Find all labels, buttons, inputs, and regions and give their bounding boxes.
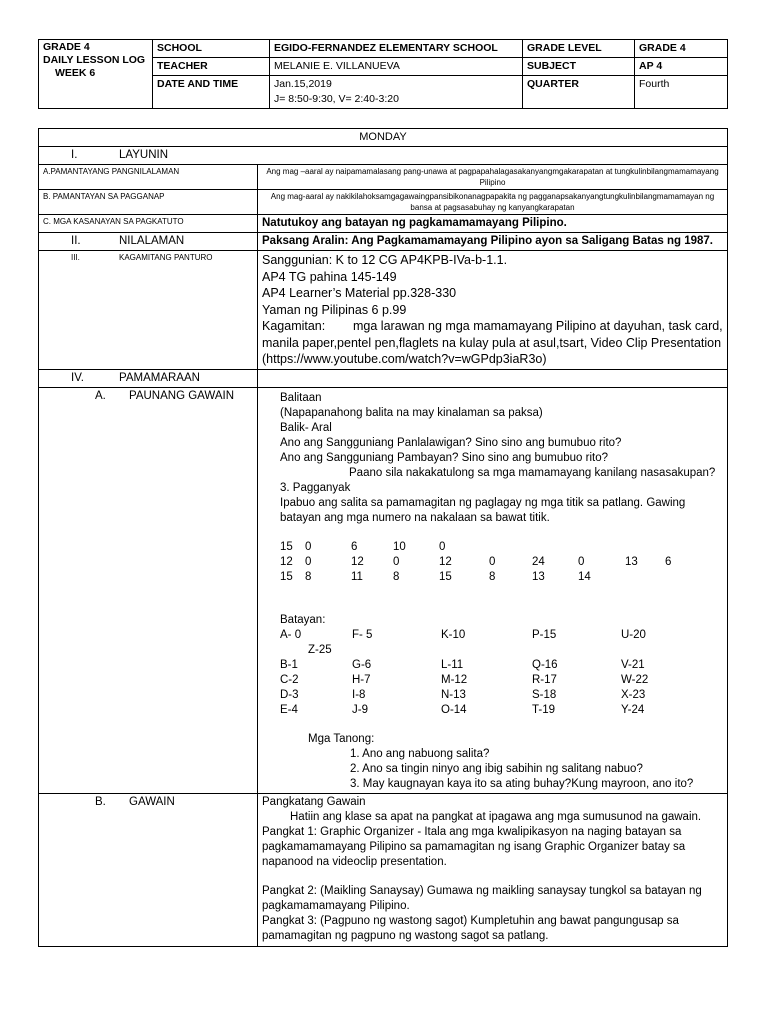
- mga-tanong-label: Mga Tanong:: [308, 732, 375, 745]
- number-cell: 10: [393, 540, 406, 553]
- subject-label: SUBJECT: [523, 58, 635, 76]
- teacher-value: MELANIE E. VILLANUEVA: [270, 58, 523, 76]
- kagamitan-label-cell: [39, 251, 258, 370]
- number-cell: 8: [305, 570, 312, 583]
- paunang-label-cell: [39, 387, 258, 793]
- key-cell: H-7: [352, 673, 371, 686]
- kagamitan-label: KAGAMITANG PANTURO: [119, 253, 213, 262]
- key-cell: T-19: [532, 703, 556, 716]
- number-cell: 8: [489, 570, 496, 583]
- number-cell: 14: [578, 570, 591, 583]
- layunin-label: LAYUNIN: [119, 149, 168, 161]
- kagamitan-content: [258, 251, 728, 370]
- tg-line: AP4 TG pahina 145-149: [262, 269, 397, 284]
- quarter-value: Fourth: [635, 76, 728, 109]
- gawain-content: [258, 793, 728, 946]
- key-cell: Y-24: [621, 703, 645, 716]
- key-cell: N-13: [441, 688, 466, 701]
- key-cell: C-2: [280, 673, 299, 686]
- number-cell: 0: [305, 540, 312, 553]
- layunin-row: [39, 147, 728, 165]
- question-1: Ano ang Sangguniang Panlalawigan? Sino sino ang bumubuo rito?: [280, 436, 622, 449]
- pamantayang-pangnilalaman-label: A.PAMANTAYANG PANGNILALAMAN: [39, 165, 258, 190]
- gawain-intro: Hatiin ang klase sa apat na pangkat at ipagawa ang mga sumusunod na gawain.: [290, 810, 702, 823]
- time-value: J= 8:50-9:30, V= 2:40-3:20: [274, 93, 399, 105]
- key-cell: J-9: [352, 703, 368, 716]
- daily-lesson-log-label: DAILY LESSON LOG: [43, 54, 146, 66]
- nilalaman-label-cell: [39, 233, 258, 251]
- key-cell: M-12: [441, 673, 468, 686]
- subject-value: AP 4: [635, 58, 728, 76]
- pangkatang-gawain-title: Pangkatang Gawain: [262, 795, 366, 808]
- date-time-value: [270, 76, 523, 109]
- number-cell: 6: [351, 540, 358, 553]
- key-cell: A- 0: [280, 628, 302, 641]
- pamantayang-pangnilalaman-text: Ang mag –aaral ay naipamamalasang pang-unawa at pagpapahalagasakanyangmgakarapatan at tungkulinbilangmamamayang Pilipino: [258, 165, 728, 190]
- number-cell: 0: [439, 540, 446, 553]
- header-table: [38, 39, 728, 109]
- key-cell: K-10: [441, 628, 466, 641]
- number-cell: 11: [351, 570, 363, 583]
- key-cell: I-8: [352, 688, 366, 701]
- pamamaraan-number: IV.: [71, 371, 85, 384]
- school-value: EGIDO-FERNANDEZ ELEMENTARY SCHOOL: [270, 40, 523, 58]
- number-cell: 15: [280, 570, 293, 583]
- number-cell: 0: [305, 555, 312, 568]
- key-cell: R-17: [532, 673, 557, 686]
- yaman-line: Yaman ng Pilipinas 6 p.99: [262, 302, 407, 317]
- number-row-1: [280, 540, 723, 555]
- key-cell: V-21: [621, 658, 645, 671]
- paunang-number: A.: [95, 389, 106, 402]
- key-row-4: [280, 688, 723, 703]
- lesson-table: [38, 128, 728, 947]
- nilalaman-text: Paksang Aralin: Ang Pagkamamamayang Pilipino ayon sa Saligang Batas ng 1987.: [258, 233, 728, 251]
- number-cell: 15: [439, 570, 452, 583]
- layunin-number: I.: [71, 149, 78, 161]
- key-cell: O-14: [441, 703, 467, 716]
- pagganyak-instructions: Ipabuo ang salita sa pamamagitan ng paglagay ng mga titik sa patlang. Gawing batayan ang mga numero na nakalaan sa bawat titik.: [280, 496, 686, 524]
- spacer: [280, 526, 723, 540]
- key-row-2: [280, 658, 723, 673]
- key-row-1: [280, 628, 723, 643]
- key-cell: E-4: [280, 703, 298, 716]
- grade-log-cell: [39, 40, 153, 109]
- key-cell: D-3: [280, 688, 299, 701]
- week-label: WEEK 6: [55, 67, 96, 79]
- number-cell: 6: [665, 555, 672, 568]
- spacer: [280, 599, 723, 613]
- key-cell: W-22: [621, 673, 649, 686]
- pamantayan-sa-pagganap-text: Ang mag-aaral ay nakikilahoksamgagawaingpansibikonanagpapakita ng pagganapsakanyangtungkulinbilangmamamayan ng bansa at pagsasabuhay ng kanyangkarapatan: [258, 190, 728, 215]
- grade-level-value: GRADE 4: [635, 40, 728, 58]
- number-cell: 0: [489, 555, 496, 568]
- nilalaman-label: NILALAMAN: [119, 235, 185, 247]
- tanong-2: 2. Ano sa tingin ninyo ang ibig sabihin ng salitang nabuo?: [350, 762, 643, 775]
- paunang-label: PAUNANG GAWAIN: [129, 389, 234, 402]
- pamantayan-sa-pagganap-label: B. PAMANTAYAN SA PAGGANAP: [39, 190, 258, 215]
- school-label: SCHOOL: [153, 40, 270, 58]
- number-cell: 12: [351, 555, 364, 568]
- gawain-label-cell: [39, 793, 258, 946]
- question-2: Ano ang Sangguniang Pambayan? Sino sino ang bumubuo rito?: [280, 451, 608, 464]
- key-cell: Z-25: [308, 643, 332, 656]
- date-time-label: DATE AND TIME: [153, 76, 270, 109]
- kagamitan-number: III.: [71, 253, 80, 262]
- pamamaraan-empty: [258, 369, 728, 387]
- key-cell: U-20: [621, 628, 646, 641]
- number-cell: 13: [625, 555, 638, 568]
- number-cell: 12: [439, 555, 452, 568]
- pamamaraan-label: PAMAMARAAN: [119, 371, 200, 384]
- balik-aral-line: Balik- Aral: [280, 421, 332, 434]
- spacer: [280, 718, 723, 732]
- spacer: [280, 585, 723, 599]
- number-cell: 15: [280, 540, 293, 553]
- batayan-label: Batayan:: [280, 613, 326, 626]
- key-cell: L-11: [441, 658, 464, 671]
- teacher-label: TEACHER: [153, 58, 270, 76]
- key-row-z: [280, 643, 723, 658]
- key-cell: G-6: [352, 658, 372, 671]
- lm-line: AP4 Learner’s Material pp.328-330: [262, 286, 457, 300]
- number-cell: 0: [393, 555, 400, 568]
- pangkat-1: Pangkat 1: Graphic Organizer - Itala ang mga kwalipikasyon na naging batayan sa pagkamamamayang Pilipino sa pamamagitan ng isang Graphic Organizer batay sa napanood na videoclip presentation.: [262, 825, 686, 868]
- key-cell: Q-16: [532, 658, 558, 671]
- kagamitan-line: Kagamitan: mga larawan ng mga mamamayang Pilipino at dayuhan, task card, manila paper,pentel pen,flaglets na kulay pula at asul,tsart, Video Clip Presentation (https://www.youtube.com/watch?v=wGPdp3iaR3o): [262, 319, 727, 366]
- number-row-2: [280, 555, 723, 570]
- grade-level-label: GRADE LEVEL: [523, 40, 635, 58]
- pangkat-3: Pangkat 3: (Pagpuno ng wastong sagot) Kumpletuhin ang bawat pangungusap sa pamamagitan ng pagpuno ng wastong sagot sa patlang.: [262, 914, 679, 942]
- paunang-content: [258, 387, 728, 793]
- pagganyak-line: 3. Pagganyak: [280, 481, 351, 494]
- pamamaraan-label-cell: [39, 369, 258, 387]
- spacer: [262, 870, 723, 884]
- number-cell: 8: [393, 570, 400, 583]
- tanong-3: 3. May kaugnayan kaya ito sa ating buhay?Kung mayroon, ano ito?: [350, 777, 694, 790]
- quarter-label: QUARTER: [523, 76, 635, 109]
- key-row-3: [280, 673, 723, 688]
- grade-label: GRADE 4: [43, 41, 90, 53]
- sanggunian-line: Sanggunian: K to 12 CG AP4KPB-IVa-b-1.1.: [262, 253, 508, 267]
- key-cell: S-18: [532, 688, 557, 701]
- key-cell: F- 5: [352, 628, 373, 641]
- balitaan-line: Balitaan: [280, 391, 322, 404]
- number-row-3: [280, 570, 723, 585]
- date-value: Jan.15,2019: [274, 78, 332, 90]
- pangkat-2: Pangkat 2: (Maikling Sanaysay) Gumawa ng maikling sanaysay tungkol sa batayan ng pagkamamamayang Pilipino.: [262, 884, 702, 912]
- key-cell: X-23: [621, 688, 646, 701]
- key-cell: P-15: [532, 628, 557, 641]
- number-cell: 0: [578, 555, 585, 568]
- number-cell: 13: [532, 570, 545, 583]
- question-3: Paano sila nakakatulong sa mga mamamayang kanilang nasasakupan?: [349, 466, 716, 479]
- key-row-5: [280, 703, 723, 718]
- nilalaman-number: II.: [71, 235, 81, 247]
- kasanayan-text: Natutukoy ang batayan ng pagkamamamayang Pilipino.: [258, 215, 728, 233]
- kasanayan-label: C. MGA KASANAYAN SA PAGKATUTO: [39, 215, 258, 233]
- number-cell: 12: [280, 555, 293, 568]
- key-cell: B-1: [280, 658, 298, 671]
- tanong-1: 1. Ano ang nabuong salita?: [350, 747, 490, 760]
- number-cell: 24: [532, 555, 545, 568]
- day-heading: MONDAY: [39, 129, 728, 147]
- gawain-number: B.: [95, 795, 106, 808]
- gawain-label: GAWAIN: [129, 795, 175, 808]
- balitaan-desc: (Napapanahong balita na may kinalaman sa paksa): [280, 406, 543, 419]
